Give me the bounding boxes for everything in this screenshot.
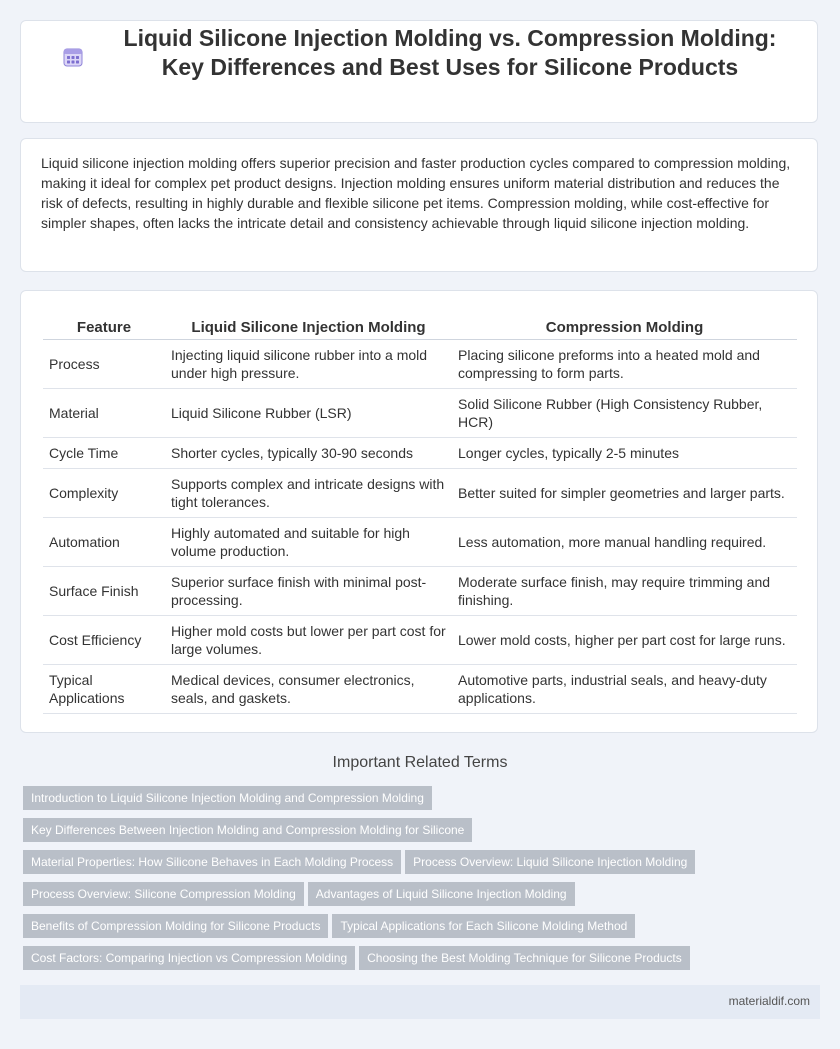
table-row [43, 469, 797, 518]
row-injection: Highly automated and suitable for high volume production. [165, 518, 452, 567]
related-term-link[interactable]: Benefits of Compression Molding for Silicone Products [23, 914, 328, 938]
row-feature: Typical Applications [43, 665, 165, 714]
row-injection: Higher mold costs but lower per part cost for large volumes. [165, 616, 452, 665]
table-row [43, 438, 797, 469]
row-compression: Automotive parts, industrial seals, and heavy-duty applications. [452, 665, 797, 714]
related-terms-list [23, 786, 723, 978]
row-injection: Liquid Silicone Rubber (LSR) [165, 389, 452, 438]
table-row [43, 616, 797, 665]
tag-row [23, 850, 723, 882]
related-term-link[interactable]: Choosing the Best Molding Technique for Silicone Products [359, 946, 690, 970]
table-row [43, 665, 797, 714]
related-term-link[interactable]: Key Differences Between Injection Molding and Compression Molding for Silicone [23, 818, 472, 842]
tag-row [23, 818, 723, 850]
table-row [43, 340, 797, 389]
row-compression: Moderate surface finish, may require trimming and finishing. [452, 567, 797, 616]
header-feature: Feature [43, 315, 165, 340]
intro-paragraph: Liquid silicone injection molding offers superior precision and faster production cycles compared to compression molding, making it ideal for complex pet product designs. Injection molding ensures uniform material distribution and reduces the risk of defects, resulting in highly durable and flexible silicone pet items. Compression molding, while cost-effective for simpler shapes, often lacks the intricate detail and consistency achievable through liquid silicone injection molding. [41, 155, 791, 231]
tag-row [23, 946, 723, 978]
title-wrap [40, 24, 810, 82]
row-feature: Cost Efficiency [43, 616, 165, 665]
row-compression: Less automation, more manual handling required. [452, 518, 797, 567]
row-compression: Longer cycles, typically 2-5 minutes [452, 438, 797, 469]
table-header-row [43, 315, 797, 340]
row-compression: Better suited for simpler geometries and larger parts. [452, 469, 797, 518]
tag-row [23, 882, 723, 914]
related-terms-title: Important Related Terms [332, 754, 508, 771]
row-injection: Injecting liquid silicone rubber into a mold under high pressure. [165, 340, 452, 389]
row-compression: Lower mold costs, higher per part cost for large runs. [452, 616, 797, 665]
row-injection: Superior surface finish with minimal post-processing. [165, 567, 452, 616]
row-compression: Placing silicone preforms into a heated mold and compressing to form parts. [452, 340, 797, 389]
row-feature: Complexity [43, 469, 165, 518]
table-row [43, 389, 797, 438]
row-feature: Process [43, 340, 165, 389]
header-injection: Liquid Silicone Injection Molding [165, 315, 452, 340]
related-term-link[interactable]: Introduction to Liquid Silicone Injection Molding and Compression Molding [23, 786, 432, 810]
comparison-card [20, 290, 818, 733]
row-injection: Medical devices, consumer electronics, seals, and gaskets. [165, 665, 452, 714]
row-compression: Solid Silicone Rubber (High Consistency Rubber, HCR) [452, 389, 797, 438]
related-term-link[interactable]: Material Properties: How Silicone Behaves in Each Molding Process [23, 850, 401, 874]
related-term-link[interactable]: Advantages of Liquid Silicone Injection Molding [308, 882, 575, 906]
footer-site-link[interactable]: materialdif.com [728, 994, 810, 1008]
related-term-link[interactable]: Typical Applications for Each Silicone Molding Method [332, 914, 635, 938]
related-term-link[interactable]: Process Overview: Liquid Silicone Injection Molding [405, 850, 695, 874]
footer [20, 985, 820, 1019]
row-feature: Surface Finish [43, 567, 165, 616]
intro-card [20, 138, 818, 272]
header-compression: Compression Molding [452, 315, 797, 340]
page-title: Liquid Silicone Injection Molding vs. Compression Molding: Key Differences and Best Uses for Silicone Products [123, 25, 777, 80]
row-feature: Material [43, 389, 165, 438]
comparison-table [43, 315, 797, 714]
related-term-link[interactable]: Cost Factors: Comparing Injection vs Compression Molding [23, 946, 355, 970]
row-feature: Cycle Time [43, 438, 165, 469]
row-injection: Shorter cycles, typically 30-90 seconds [165, 438, 452, 469]
tag-row [23, 786, 723, 818]
table-row [43, 567, 797, 616]
table-row [43, 518, 797, 567]
related-term-link[interactable]: Process Overview: Silicone Compression Molding [23, 882, 304, 906]
row-injection: Supports complex and intricate designs with tight tolerances. [165, 469, 452, 518]
row-feature: Automation [43, 518, 165, 567]
tag-row [23, 914, 723, 946]
